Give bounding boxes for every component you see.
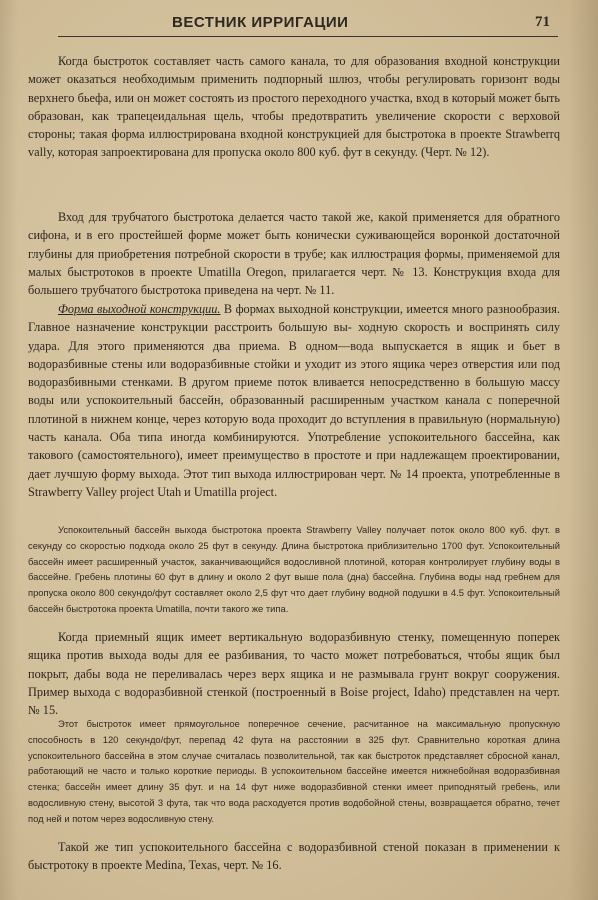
note-strawberry-valley: Успокоительный бассейн выхода быстротока проекта Strawberry Valley получает поток около 800 куб. фут. в секунду со скоростью подхода около 25 фут в секунду. Длина быстротока приблизительно 1700 фут. Успокоительный бассейн имеет расширенный участок, заканчивающийся водосливной плотиной, которая контролирует глубину воды в бассейне. Гребень плотины 60 фут в длину и около 2 фут выше пола (дна) бассейна. Глубина воды над гребнем для пропуска около 800 секундо/фут составляет около 2,5 фут что дает глубину водной подушки в 4.5 фут. Успокоительный бассейн быстротока проекта Umatilla, почти такого же типа. [28, 524, 560, 614]
paragraph-outlet-gate: Когда быстроток составляет часть самого канала, то для образования входной конструкции может оказаться необходимым применить подпорный шлюз, чтобы регулировать горизонт воды верхнего бьефа, или он может состоять из простого переходного участка, вход в который может быть образован, как трапецеидальная щель, чтобы предотвратить увеличение скорости с верховой стороны; такая форма иллюстрирована входной конструкцией для быстротока в проекте Strawberrq vally, которая запроектирована для пропуска около 800 куб. фут в секунду. (Черт. № 12). [28, 54, 560, 160]
note-boise-project: Этот быстроток имеет прямоугольное поперечное сечение, расчитанное на максимальную пропускную способность в 120 секундо/фут, перепад 42 фута на расстоянии в 325 фут. Сравнительно короткая длина успокоительного бассейна в этом случае считалась позволительной, так как быстроток представляет сбросной канал, работающий не часто и только короткие периоды. В успокоительном бассейне имеется нижнебойная водоразбивная стенка; бассейн имеет длину 35 фут. и на 14 фут ниже водоразбивной стенки имеет приподнятый гребень, или водосливную стену, высотой 3 фута, так что вода расходуется против водобойной стены, возвращается обратно, течет под ней и потом через водосливную стену. [28, 718, 560, 824]
journal-title: ВЕСТНИК ИРРИГАЦИИ [172, 14, 349, 31]
section-lead-outlet-form: Форма выходной конструкции. [58, 302, 221, 316]
paragraph-receiving-box: Когда приемный ящик имеет вертикальную водоразбивную стенку, помещенную поперек ящика против выхода воды для ее разбивания, то часто может потребоваться, чтобы ящик был покрыт, дабы вода не переливалась через верх ящика и не размывала грунт вокруг сооружения. Пример выхода с водоразбивной стенкой (построенный в Boise project, Idaho) представлен на черт. № 15. [28, 630, 560, 718]
paragraph-outlet-forms [28, 300, 560, 501]
running-header [58, 14, 558, 37]
page-number: 71 [535, 14, 550, 30]
paragraph-pipe-chute-inlet: Вход для трубчатого быстротока делается часто такой же, какой применяется для обратного сифона, и в его простейшей форме может быть конически суживающейся воронкой достаточной глубины для приобретения потребной скорости в трубе; как иллюстрация формы, применяемой для малых быстротоков в проекте Umatilla Oregon, прилагается черт. № 13. Конструкция входа для большего трубчатого быстротока приведена на черт. № 11. [28, 210, 560, 298]
page-left-shadow [0, 0, 18, 900]
paragraph-medina-project: Такой же тип успокоительного бассейна с водоразбивной стеной показан в применении к быстротоку в проекте Medina, Texas, черт. № 16. [28, 840, 560, 873]
page-right-shadow [568, 0, 598, 900]
paragraph-outlet-forms-body: В формах выходной конструкции, имеется много разнообразия. Главное назначение конструкции расстроить большую вы- ходную скорость и воспринять силу удара. Для этого применяются два приема. В одном—вода выпускается в ящик и бьет в водоразбивные стены или водоразбивные стойки и уходит из этого ящика через отверстия или под водоразбивными стенками. В другом приеме поток вливается непосредственно в большую массу воды или успокоительный бассейн, образованный расширенным участком канала с поперечной плотиной в нижнем конце, через которую вода проходит до вступления в правильную (нормальную) часть канала. Оба типа иногда комбинируются. Употребление успокоительного бассейна, как такового (самостоятельного), имеет преимущество в простоте и при надлежащем проектировании, дает лучшую форму выхода. Этот тип выхода иллюстрирован черт. № 14 проекта, употребленные в Strawberry Valley project Utah и Umatilla project. [28, 302, 560, 499]
